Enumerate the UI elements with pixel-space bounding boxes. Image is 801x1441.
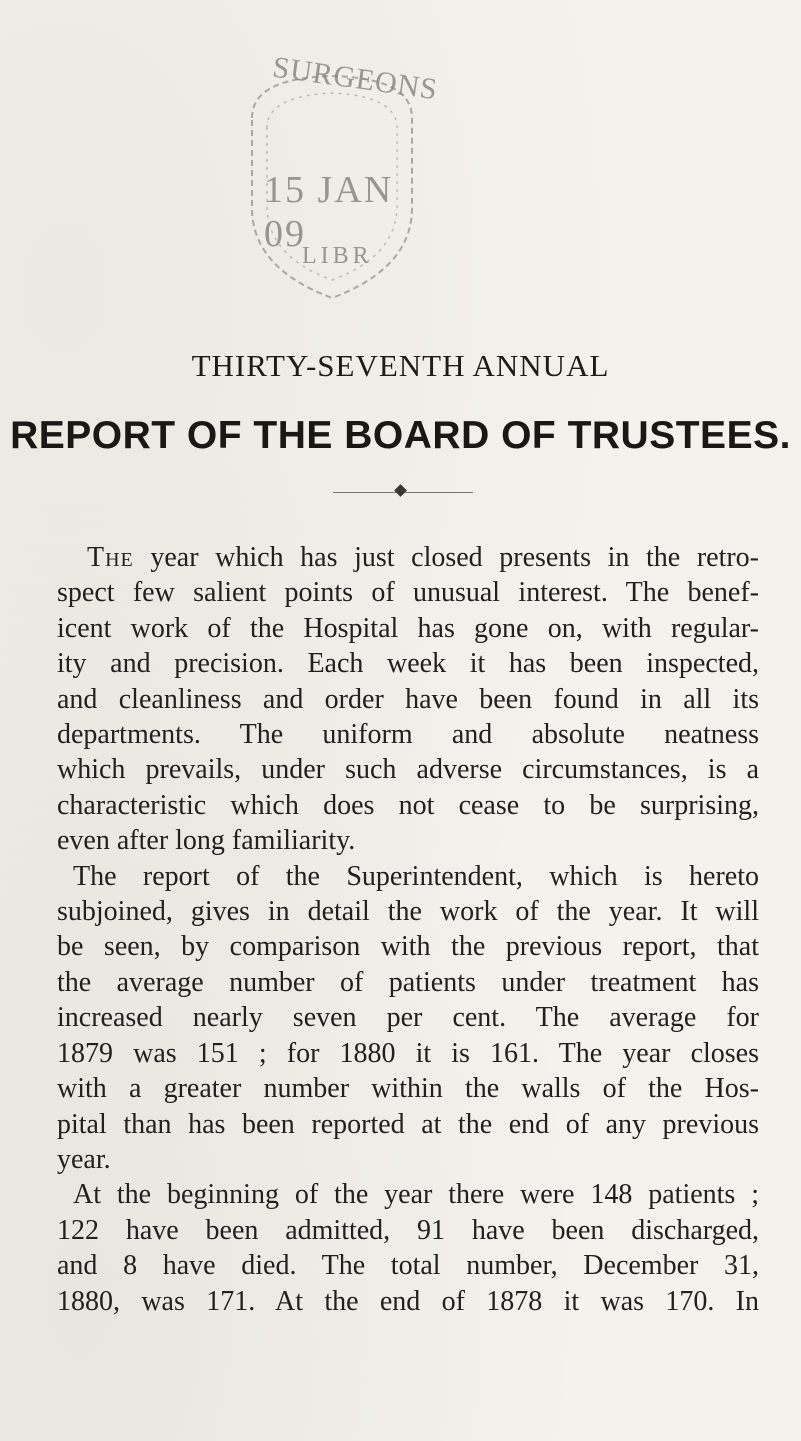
paragraph-lead-word: The — [87, 542, 134, 573]
paragraph-1-line-6: departments. The uniform and absolute neatness — [57, 719, 759, 751]
report-heading-line1: THIRTY-SEVENTH ANNUAL — [191, 348, 610, 383]
report-body — [57, 540, 759, 1319]
stamp-bottom-text: LIBR — [302, 243, 373, 269]
paragraph-2-line-8: pital than has been reported at the end of any previous — [57, 1108, 759, 1140]
paragraph-3-line-3: and 8 have died. The total number, December 31, — [57, 1250, 759, 1282]
paragraph-1-line-1: The year which has just closed presents in the retro- — [87, 542, 759, 573]
paragraph-3-line-2: 122 have been admitted, 91 have been discharged, — [57, 1214, 759, 1246]
paragraph-3-line-1: At the beginning of the year there were 148 patients ; — [73, 1179, 759, 1211]
library-stamp — [222, 50, 442, 308]
stamp-top-text: SURGEONS — [270, 50, 440, 107]
paragraph-1-line-8: characteristic which does not cease to be surprising, — [57, 789, 759, 821]
paragraph-2 — [57, 859, 759, 1178]
paragraph-3 — [57, 1177, 759, 1319]
paragraph-1-line-3: icent work of the Hospital has gone on, with regular- — [57, 612, 759, 644]
paragraph-1 — [57, 540, 759, 859]
paragraph-1-line-9: even after long familiarity. — [57, 825, 356, 857]
paragraph-1-line-2: spect few salient points of unusual interest. The benef- — [57, 577, 759, 609]
paragraph-2-line-2: subjoined, gives in detail the work of the year. It will — [57, 896, 759, 928]
stamp-date: 15 JAN 09 — [264, 169, 394, 255]
paragraph-1-line-4: ity and precision. Each week it has been inspected, — [57, 648, 759, 680]
paragraph-2-line-1: The report of the Superintendent, which is hereto — [73, 860, 759, 892]
paragraph-2-line-7: with a greater number within the walls of the Hos- — [57, 1073, 759, 1105]
divider-ornament-icon — [394, 484, 407, 497]
paragraph-2-line-9: year. — [57, 1143, 111, 1175]
report-heading-line2: REPORT OF THE BOARD OF TRUSTEES. — [10, 414, 791, 457]
paragraph-1-line-7: which prevails, under such adverse circumstances, is a — [57, 754, 759, 786]
paragraph-2-line-4: the average number of patients under treatment has — [57, 966, 759, 998]
paragraph-3-line-4: 1880, was 171. At the end of 1878 it was 170. In — [57, 1285, 759, 1317]
paragraph-2-line-6: 1879 was 151 ; for 1880 it is 161. The year closes — [57, 1037, 759, 1069]
paragraph-2-line-5: increased nearly seven per cent. The average for — [57, 1002, 759, 1034]
paragraph-1-line-5: and cleanliness and order have been found in all its — [57, 683, 759, 715]
paragraph-2-line-3: be seen, by comparison with the previous report, that — [57, 931, 759, 963]
